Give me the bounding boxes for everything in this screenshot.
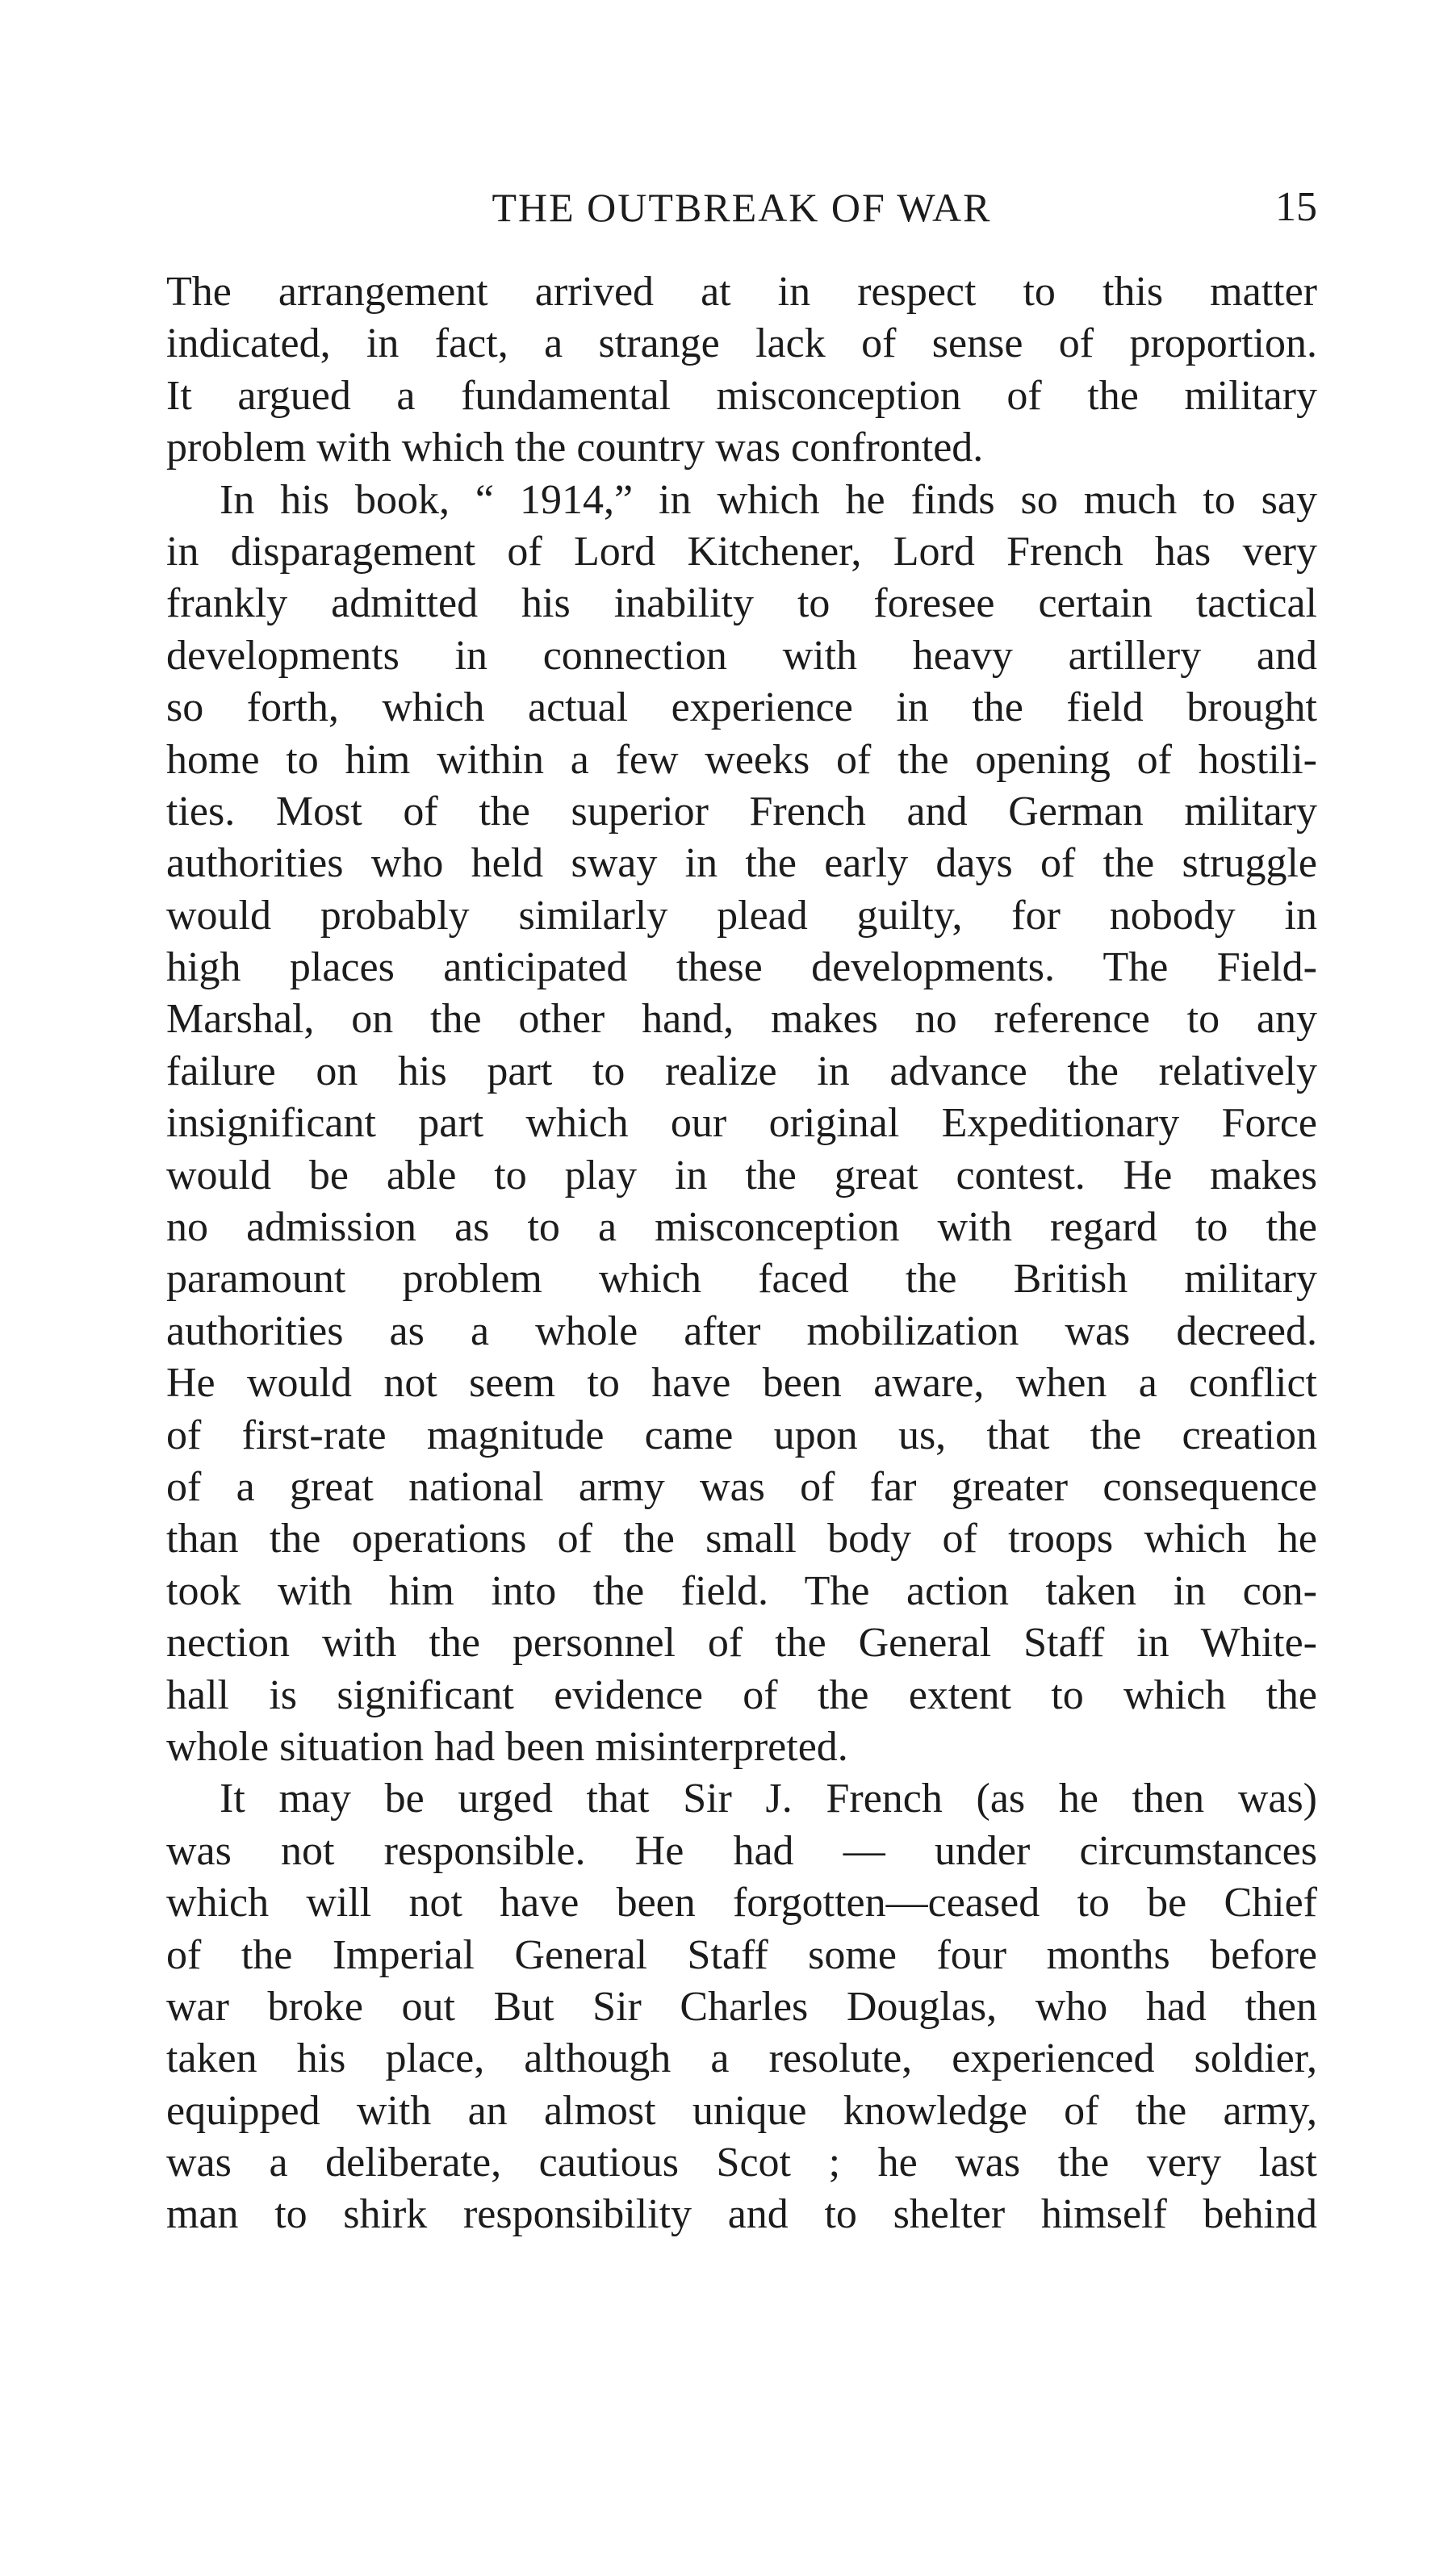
text-line: taken his place, although a resolute, experienced soldier, bbox=[166, 2035, 1317, 2082]
text-line: was not responsible. He had — under circumstances bbox=[166, 1827, 1317, 1874]
text-line: high places anticipated these developments. The Field- bbox=[166, 944, 1317, 991]
text-line: which will not have been forgotten—ceased to be Chief bbox=[166, 1880, 1317, 1926]
text-line: The arrangement arrived at in respect to this matter bbox=[166, 269, 1317, 315]
text-line: war broke out But Sir Charles Douglas, who had then bbox=[166, 1983, 1317, 2030]
text-line: of first-rate magnitude came upon us, that the creation bbox=[166, 1412, 1317, 1458]
text-line: indicated, in fact, a strange lack of sense of proportion. bbox=[166, 320, 1317, 367]
text-line: man to shirk responsibility and to shelter himself behind bbox=[166, 2191, 1317, 2238]
text-line: so forth, which actual experience in the field brought bbox=[166, 684, 1317, 731]
text-line: hall is significant evidence of the extent to which the bbox=[166, 1671, 1317, 1718]
text-line: no admission as to a misconception with regard to the bbox=[166, 1204, 1317, 1251]
text-line: ties. Most of the superior French and German military bbox=[166, 788, 1317, 835]
text-line: would probably similarly plead guilty, for nobody in bbox=[166, 892, 1317, 939]
text-line: authorities as a whole after mobilization was decreed. bbox=[166, 1307, 1317, 1354]
page-number: 15 bbox=[1275, 184, 1317, 230]
text-line: Marshal, on the other hand, makes no reference to any bbox=[166, 996, 1317, 1043]
text-line: It argued a fundamental misconception of the military bbox=[166, 372, 1317, 419]
paragraph bbox=[166, 266, 1317, 475]
paragraph bbox=[166, 1773, 1317, 2241]
text-line: nection with the personnel of the General Staff in White- bbox=[166, 1620, 1317, 1667]
text-line: whole situation had been misinterpreted. bbox=[166, 1723, 848, 1770]
text-line: In his book, “ 1914,” in which he finds so much to say bbox=[220, 476, 1317, 523]
running-title: THE OUTBREAK OF WAR bbox=[492, 185, 992, 230]
text-line: problem with which the country was confronted. bbox=[166, 425, 984, 471]
text-line: was a deliberate, cautious Scot ; he was the very last bbox=[166, 2140, 1317, 2186]
text-line: authorities who held sway in the early days of the struggle bbox=[166, 840, 1317, 887]
text-line: took with him into the field. The action taken in con- bbox=[166, 1567, 1317, 1614]
text-line: home to him within a few weeks of the opening of hostili- bbox=[166, 736, 1317, 783]
text-line: in disparagement of Lord Kitchener, Lord French has very bbox=[166, 528, 1317, 575]
text-line: developments in connection with heavy artillery and bbox=[166, 632, 1317, 679]
text-line: frankly admitted his inability to foresee certain tactical bbox=[166, 580, 1317, 627]
text-line: than the operations of the small body of troops which he bbox=[166, 1516, 1317, 1562]
text-line: It may be urged that Sir J. French (as he then was) bbox=[220, 1776, 1317, 1822]
body-text bbox=[166, 266, 1317, 2241]
text-line: of the Imperial General Staff some four months before bbox=[166, 1931, 1317, 1978]
text-line: of a great national army was of far greater consequence bbox=[166, 1463, 1317, 1510]
text-line: equipped with an almost unique knowledge of the army, bbox=[166, 2087, 1317, 2134]
text-line: failure on his part to realize in advance the relatively bbox=[166, 1048, 1317, 1094]
text-line: He would not seem to have been aware, when a conflict bbox=[166, 1360, 1317, 1407]
running-head bbox=[166, 179, 1317, 236]
text-line: paramount problem which faced the British military bbox=[166, 1256, 1317, 1303]
paragraph bbox=[166, 475, 1317, 1774]
text-line: would be able to play in the great contest. He makes bbox=[166, 1152, 1317, 1199]
text-line: insignificant part which our original Expeditionary Force bbox=[166, 1100, 1317, 1147]
